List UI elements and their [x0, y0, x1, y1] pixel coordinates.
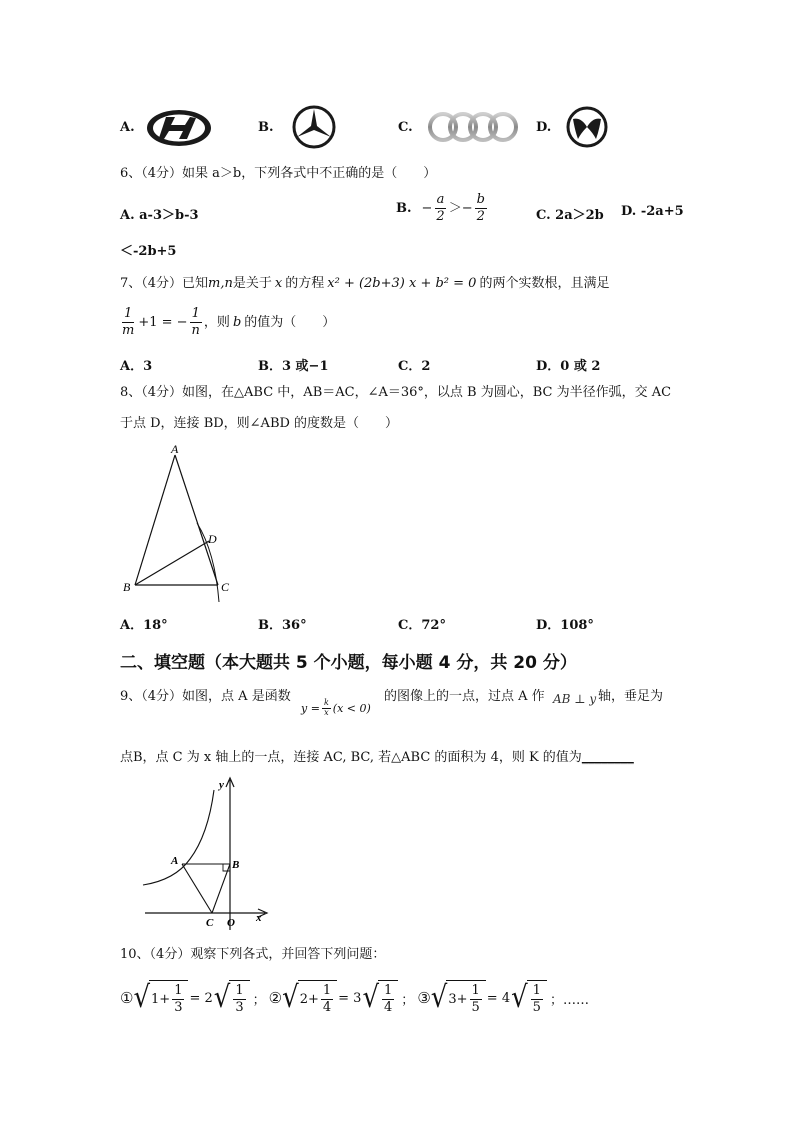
q7-option-b: B．3 或−1 [258, 359, 329, 374]
q10-expr1-right-sqrt: √ $\frac{1}{3}$ [214, 980, 250, 1017]
q7-condition: $\frac{1}{m}$ +1 = − $\frac{1}{n}$ ，则 b 的值为（ ） [122, 306, 336, 339]
q6-option-d-cont: ＜-2b+5 [120, 244, 177, 259]
q8-option-d: D．108° [536, 618, 594, 633]
q8-triangle-figure [115, 440, 245, 610]
q8-option-a: A．18° [120, 618, 168, 633]
point-a-label: A [171, 442, 179, 456]
q10-expr2-right-sqrt: √ $\frac{1}{4}$ [362, 980, 398, 1017]
audi-rings-logo-icon [427, 110, 519, 144]
y-axis-label: y [219, 779, 224, 791]
q8-stem-line1: 8、（4分）如图，在△ABC 中，AB＝AC，∠A＝36°，以点 B 为圆心，BC 为半径作弧，交 AC [120, 385, 672, 400]
q9-perp: AB ⊥ y [553, 692, 597, 706]
point-a-label: A [171, 855, 179, 867]
point-c-label: C [221, 580, 230, 594]
side-ab [135, 455, 175, 585]
point-b-label: B [232, 859, 240, 871]
q10-expr3-right-sqrt: √ $\frac{1}{5}$ [511, 980, 547, 1017]
q10-expr2-left-sqrt: √ 2+ $\frac{1}{4}$ [282, 980, 337, 1017]
q8-option-b: B．36° [258, 618, 307, 633]
q9-function: y = $\frac{k}{x}$ (x < 0) [301, 698, 371, 717]
q7-option-d: D．0 或 2 [536, 359, 601, 374]
q6-option-c: C. 2a＞2b [536, 208, 604, 223]
q10-expr1-left-sqrt: √ 1+ $\frac{1}{3}$ [133, 980, 188, 1017]
q9-stem-line2: 点B，点 C 为 x 轴上的一点，连接 AC, BC, 若△ABC 的面积为 4，则 K 的值为________ [120, 750, 634, 765]
q7-option-c: C．2 [398, 359, 431, 374]
q10-expressions: ① √ 1+ $\frac{1}{3}$ = 2 √ $\frac{1}{3}$ ； ② √ 2+ $\frac{1}{4}$ = 3 √ $\frac{1}{4}$ ； ③ √ 3+ $\frac{1}{5}$ = 4 √ $\frac{1}{5}$ ；…… [120, 981, 589, 1016]
q9-stem-part2: 的图像上的一点，过点 A 作 [384, 689, 545, 704]
q5-option-d-label: D. [536, 120, 552, 135]
side-ac [175, 455, 218, 585]
q6-b-frac-1: $\frac{a}{2}$ [436, 192, 445, 225]
q9-graph-figure [140, 775, 270, 935]
section-2-title: 二、填空题（本大题共 5 个小题，每小题 4 分，共 20 分） [120, 653, 577, 673]
q5-option-b-label: B. [258, 120, 274, 135]
q7-option-a: A．3 [120, 359, 153, 374]
q9-stem-part1: 9、（4分）如图，点 A 是函数 [120, 689, 291, 704]
point-b-label: B [123, 580, 131, 594]
q6-stem: 6、（4分）如果 a＞b，下列各式中不正确的是（ ） [120, 166, 437, 181]
hyundai-logo-icon [146, 108, 212, 148]
answer-blank: ________ [581, 750, 634, 765]
q10-stem: 10、（4分）观察下列各式，并回答下列问题： [120, 947, 386, 962]
q8-stem-line2: 于点 D，连接 BD，则∠ABD 的度数是（ ） [120, 416, 399, 431]
q5-option-a-label: A. [120, 120, 135, 135]
q10-expr3-left-sqrt: √ 3+ $\frac{1}{5}$ [431, 980, 486, 1017]
mercedes-logo-icon [291, 104, 337, 150]
q6-option-d: D. -2a+5 [621, 204, 684, 219]
q6-option-a: A. a-3＞b-3 [120, 208, 199, 223]
q9-stem-part3: 轴，垂足为 [598, 689, 664, 704]
hyperbola-curve [143, 790, 214, 885]
q6-b-frac-2: $\frac{b}{2}$ [476, 192, 485, 225]
segment-ac [182, 864, 212, 913]
q5-option-c-label: C. [398, 120, 413, 135]
q8-option-c: C．72° [398, 618, 446, 633]
q7-equation: x² + (2b+3) x + b² = 0 [327, 276, 477, 291]
q6-option-b: B. − $\frac{a}{2}$ ＞− $\frac{b}{2}$ [396, 192, 485, 225]
point-c-label: C [206, 917, 214, 929]
point-d-label: D [208, 532, 217, 546]
x-axis-label: x [256, 912, 262, 924]
q7-stem: 7、（4分）已知m,n是关于 x 的方程 x² + (2b+3) x + b² = 0 的两个实数根，且满足 [120, 276, 610, 291]
origin-label: O [227, 917, 235, 929]
dongfeng-logo-icon [565, 105, 609, 149]
